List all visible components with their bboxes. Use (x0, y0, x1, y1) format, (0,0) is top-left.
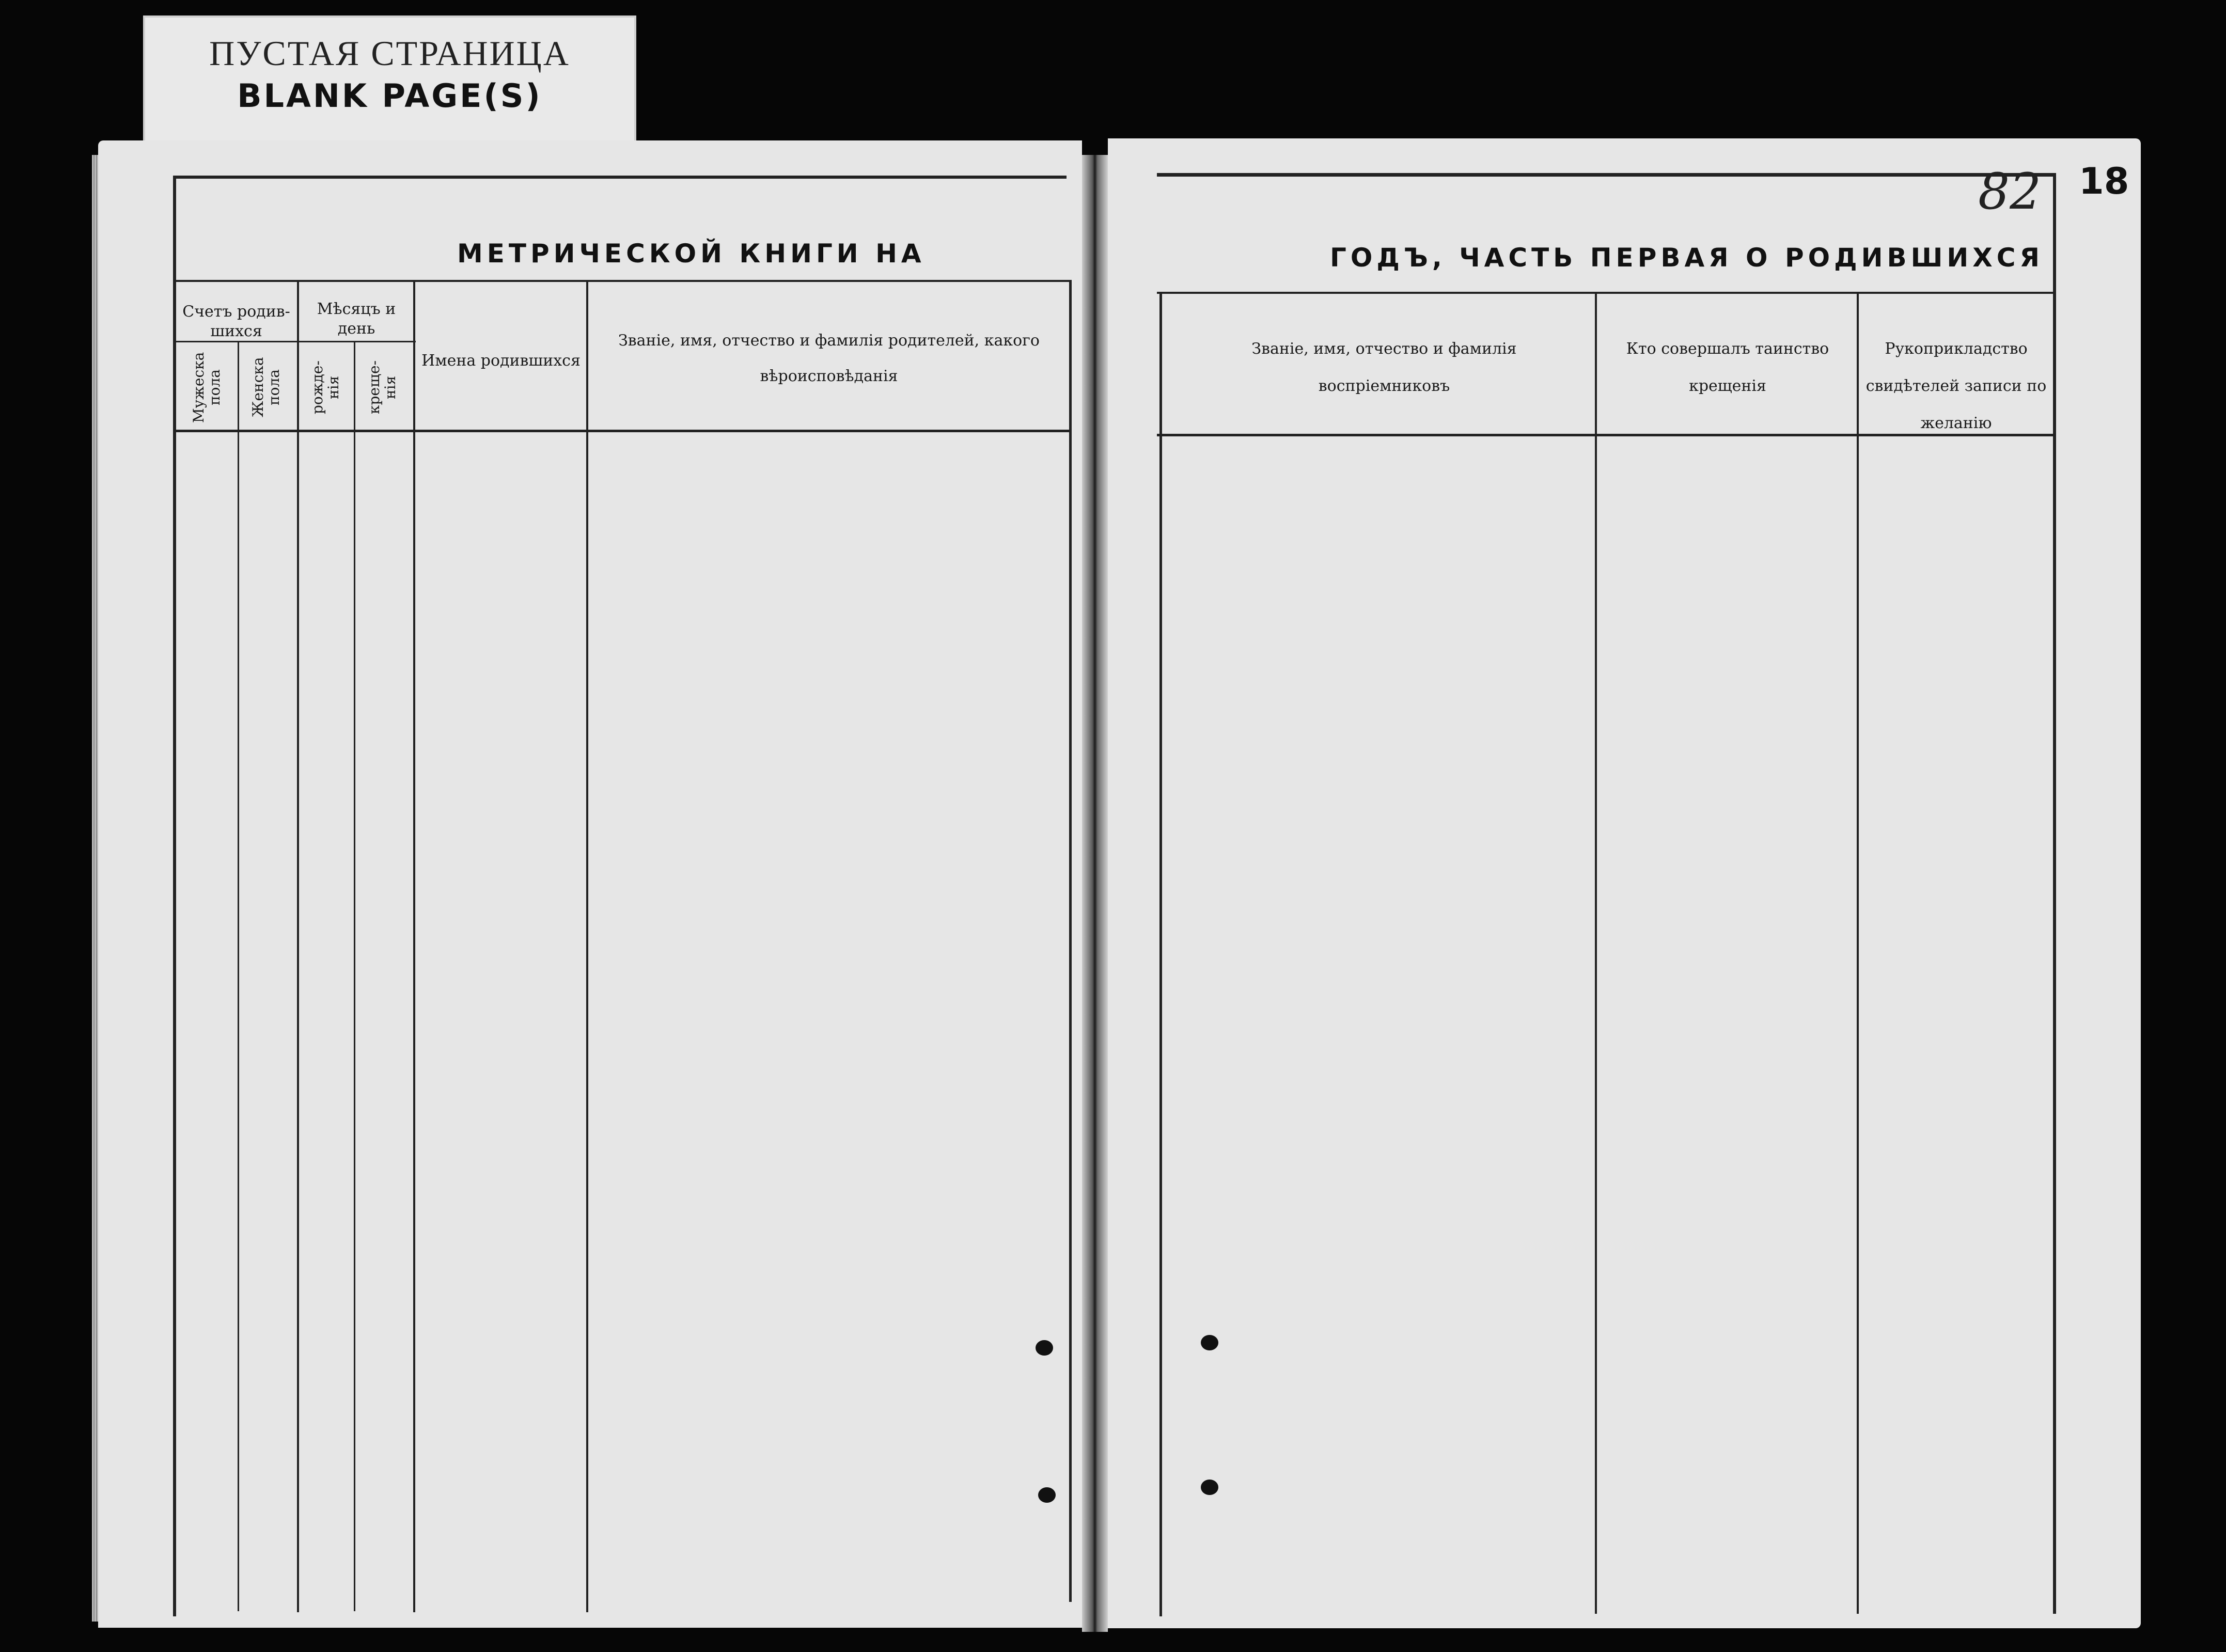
header-witnesses: Рукоприкладство свидѣтелей записи по желанію (1866, 340, 2047, 432)
page-number-extra: 18 (2079, 160, 2129, 202)
binding-hole (1201, 1335, 1218, 1350)
left-page-title: МЕТРИЧЕСКОЙ КНИГИ НА (457, 239, 926, 269)
header-names: Имена родившихся (421, 352, 581, 370)
blank-page-label (143, 15, 636, 152)
left-sub-rule-count (176, 341, 416, 342)
binding-hole (1036, 1340, 1053, 1356)
right-col-line (1159, 292, 1162, 1616)
header-month-day: Мѣсяцъ и день (317, 300, 396, 338)
right-outer-border (2053, 173, 2056, 1614)
left-col-line (238, 341, 239, 1611)
left-outer-border (173, 176, 176, 1616)
left-col-line (354, 341, 355, 1611)
right-page-title: ГОДЪ, ЧАСТЬ ПЕРВАЯ О РОДИВШИХСЯ (1330, 243, 2044, 273)
left-col-line (1069, 280, 1072, 1602)
right-col-line (1595, 292, 1597, 1614)
header-performed-by: Кто совершалъ таинство крещенія (1626, 340, 1829, 395)
blank-page-label-english: BLANK PAGE(S) (237, 77, 542, 115)
header-birth: рожде-нія (309, 360, 342, 414)
left-col-line (297, 280, 299, 1612)
right-header-top (1157, 292, 2056, 294)
left-header-top (176, 280, 1069, 282)
header-baptism: креще-нія (366, 360, 399, 415)
binding-hole (1038, 1487, 1056, 1503)
book-spine (1082, 155, 1108, 1632)
right-col-line (1857, 292, 1859, 1614)
left-header-bottom (176, 430, 1069, 432)
header-godparents: Званіе, имя, отчество и фамилія воспріемниковъ (1251, 340, 1517, 395)
binding-hole (1201, 1480, 1218, 1495)
left-col-line (586, 280, 588, 1612)
page-number: 82 (1978, 163, 2042, 221)
left-col-line (413, 280, 415, 1612)
header-parents: Званіе, имя, отчество и фамилія родителей, какого вѣроисповѣданія (618, 332, 1040, 385)
header-male: Мужеска пола (190, 352, 223, 423)
header-count: Счетъ родив-шихся (182, 303, 290, 340)
blank-page-label-russian: ПУСТАЯ СТРАНИЦА (209, 34, 570, 73)
header-female: Женска пола (249, 357, 283, 418)
left-top-rule (173, 176, 1067, 179)
right-top-rule (1157, 173, 2056, 177)
